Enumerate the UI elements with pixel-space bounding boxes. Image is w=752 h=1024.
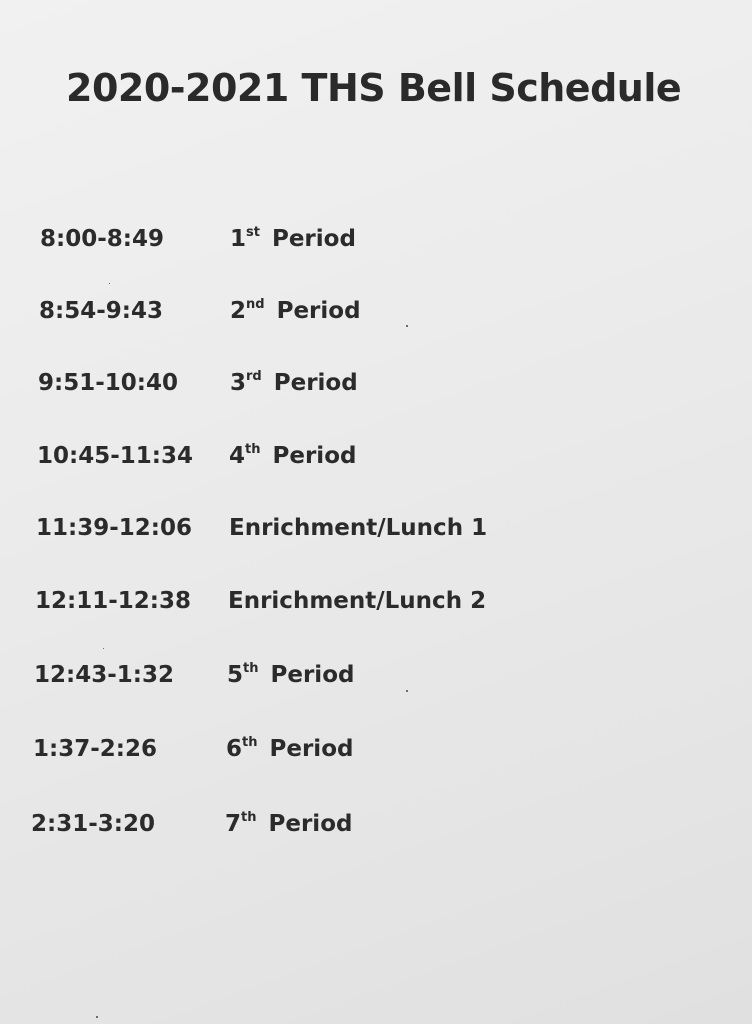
period-number: 1 [230, 226, 247, 252]
time-range: 10:45-11:34 [37, 443, 193, 469]
time-range: 12:11-12:38 [35, 588, 191, 614]
period-number: 2 [230, 298, 247, 324]
period-label [226, 736, 353, 762]
time-range: 8:00-8:49 [40, 226, 164, 252]
period-text: Period [265, 370, 358, 396]
period-label [230, 298, 361, 324]
period-label [229, 515, 487, 541]
paper-speck [406, 690, 408, 692]
period-number: 4 [229, 443, 246, 469]
ordinal-suffix: th [242, 735, 258, 750]
period-number: 6 [226, 736, 243, 762]
time-range: 2:31-3:20 [31, 811, 155, 837]
period-number: 7 [225, 811, 242, 837]
page-title: 2020-2021 THS Bell Schedule [66, 66, 682, 110]
time-range: 8:54-9:43 [39, 298, 163, 324]
period-text: Period [268, 298, 361, 324]
period-label [230, 370, 358, 396]
period-text: Period [261, 736, 354, 762]
ordinal-suffix: th [245, 442, 261, 457]
time-range: 11:39-12:06 [36, 515, 192, 541]
period-text: Period [264, 443, 357, 469]
period-number: 5 [227, 662, 244, 688]
period-text: Enrichment/Lunch 2 [228, 588, 487, 614]
period-text: Period [263, 226, 356, 252]
ordinal-suffix: nd [246, 297, 265, 312]
paper-speck [109, 283, 110, 284]
period-label [230, 226, 356, 252]
time-range: 12:43-1:32 [34, 662, 174, 688]
ordinal-suffix: rd [246, 369, 262, 384]
paper-speck [96, 1016, 98, 1018]
ordinal-suffix: th [243, 661, 259, 676]
ordinal-suffix: st [246, 225, 260, 240]
period-text: Enrichment/Lunch 1 [229, 515, 488, 541]
paper-speck [103, 648, 104, 649]
period-text: Period [262, 662, 355, 688]
time-range: 9:51-10:40 [38, 370, 178, 396]
period-label [229, 443, 356, 469]
period-label [227, 662, 354, 688]
period-label [228, 588, 486, 614]
ordinal-suffix: th [241, 810, 257, 825]
paper-speck [406, 325, 408, 327]
period-text: Period [260, 811, 353, 837]
period-label [225, 811, 352, 837]
period-number: 3 [230, 370, 247, 396]
time-range: 1:37-2:26 [33, 736, 157, 762]
